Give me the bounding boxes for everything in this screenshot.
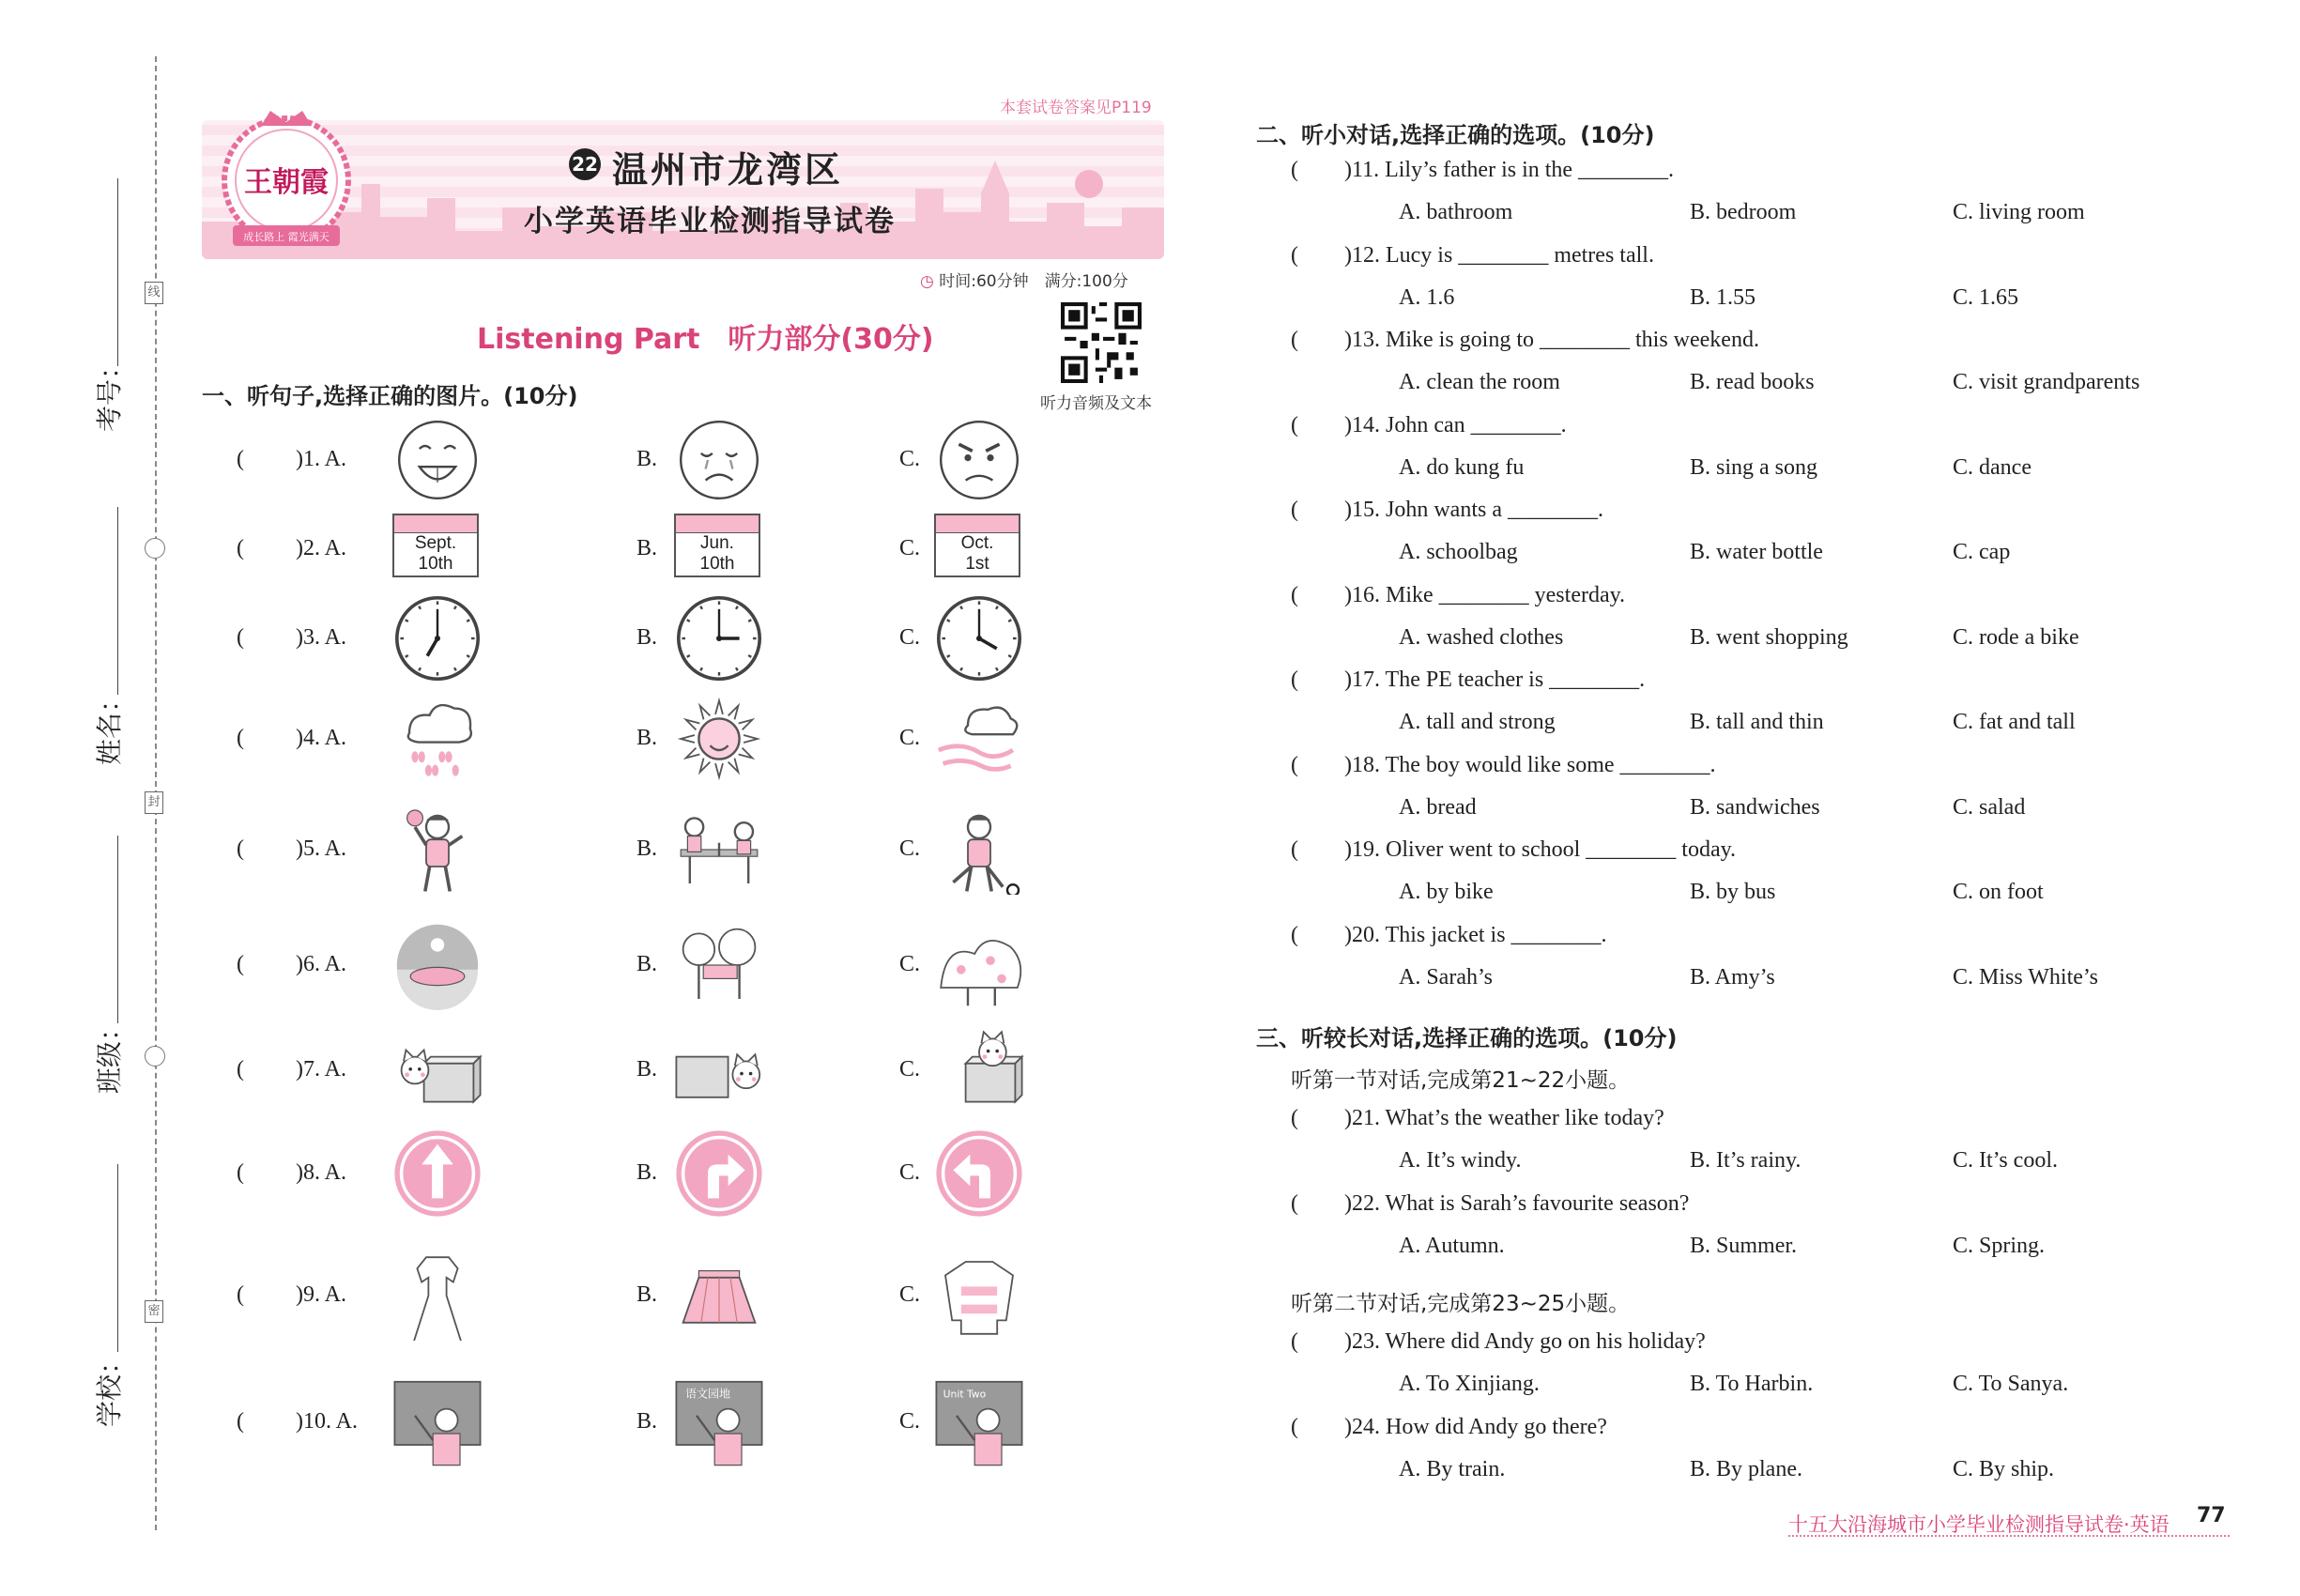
question-text: )21. What’s the weather like today?: [1344, 1106, 1664, 1130]
question-text: )12. Lucy is ________ metres tall.: [1344, 242, 1654, 268]
option-a[interactable]: A. do kung fu: [1399, 454, 1525, 480]
question-text: )23. Where did Andy go on his holiday?: [1344, 1329, 1706, 1354]
listening-part-title: Listening Part 听力部分(30分): [477, 323, 934, 356]
answer-bracket[interactable]: (: [237, 1057, 244, 1082]
option-b-label: B.: [636, 836, 658, 861]
logo-name: 王朝霞: [244, 166, 329, 199]
answer-bracket[interactable]: (: [1291, 242, 1298, 268]
option-b[interactable]: B. It’s rainy.: [1690, 1148, 1802, 1173]
option-c-label: C.: [899, 1409, 921, 1434]
calendar-card[interactable]: [674, 514, 760, 577]
option-b-label: B.: [636, 1057, 658, 1082]
question-number: )1. A.: [296, 447, 346, 471]
option-c[interactable]: C. To Sanya.: [1953, 1372, 2069, 1396]
windy-cloud-icon[interactable]: [934, 694, 1024, 784]
question-text: )24. How did Andy go there?: [1344, 1414, 1607, 1439]
question-text: )13. Mike is going to ________ this weekend.: [1344, 328, 1759, 352]
option-c-label: C.: [899, 1160, 921, 1185]
option-b[interactable]: B. sandwiches: [1690, 794, 1820, 820]
option-c[interactable]: C. Spring.: [1953, 1233, 2046, 1258]
board-label: 语文园地: [685, 1387, 731, 1401]
question-number: )8. A.: [296, 1160, 346, 1185]
option-a[interactable]: A. by bike: [1399, 880, 1494, 904]
sunny-icon[interactable]: [674, 694, 764, 784]
footer-line: [1788, 1535, 2230, 1537]
question-number: )9. A.: [296, 1282, 346, 1307]
question-text: )20. This jacket is ________.: [1344, 922, 1607, 947]
calendar-month: Sept.: [414, 533, 457, 553]
flower-trees-icon[interactable]: [934, 920, 1024, 1010]
option-c[interactable]: C. fat and tall: [1953, 710, 2076, 734]
option-b-label: B.: [636, 726, 658, 750]
option-a[interactable]: A. Sarah’s: [1399, 964, 1493, 990]
option-c[interactable]: C. living room: [1953, 200, 2085, 224]
option-a[interactable]: A. bread: [1399, 794, 1477, 820]
question-number: )6. A.: [296, 952, 346, 976]
option-b[interactable]: B. read books: [1690, 370, 1815, 394]
answer-bracket[interactable]: (: [1291, 752, 1298, 777]
calendar-card[interactable]: [392, 514, 479, 577]
option-c[interactable]: C. cap: [1953, 540, 2011, 564]
turn-left-sign-icon[interactable]: [934, 1128, 1024, 1219]
option-c-label: C.: [899, 625, 921, 650]
section1-heading: 一、听句子,选择正确的图片。(10分): [202, 383, 578, 409]
option-b-label: B.: [636, 536, 658, 560]
answer-bracket[interactable]: (: [237, 1409, 244, 1434]
option-a[interactable]: A. By train.: [1399, 1456, 1506, 1481]
box-beside-cat-icon[interactable]: [674, 1025, 764, 1115]
option-c[interactable]: C. salad: [1953, 794, 2026, 820]
binding-mark-secret: 密: [145, 1300, 163, 1323]
question-number: )3. A.: [296, 625, 346, 650]
name-label: 姓名：: [94, 685, 125, 765]
volleyball-girl-icon[interactable]: [392, 805, 483, 895]
option-b[interactable]: B. 1.55: [1690, 284, 1756, 310]
page-number: 77: [2197, 1504, 2226, 1527]
option-a[interactable]: A. 1.6: [1399, 284, 1455, 310]
calendar-month: Jun.: [700, 533, 734, 553]
exam-number-label: 考号：: [94, 352, 125, 432]
answer-bracket[interactable]: (: [1291, 1106, 1298, 1130]
option-b[interactable]: B. tall and thin: [1690, 710, 1824, 734]
class-line[interactable]: [117, 836, 118, 1023]
answer-bracket[interactable]: (: [1291, 328, 1298, 352]
logo-tagline: 成长路上 霞光满天: [243, 231, 330, 243]
class-label: 班级：: [94, 1014, 125, 1094]
option-c-label: C.: [899, 952, 921, 976]
clock-four-icon[interactable]: [934, 593, 1024, 683]
option-b-label: B.: [636, 447, 658, 471]
cat-in-box-icon[interactable]: [934, 1025, 1024, 1115]
binding-mark-seal: 封: [145, 791, 163, 814]
option-b[interactable]: B. sing a song: [1690, 454, 1818, 480]
question-number: )7. A.: [296, 1057, 346, 1082]
option-a[interactable]: A. To Xinjiang.: [1399, 1372, 1540, 1396]
answer-bracket[interactable]: (: [237, 726, 244, 750]
paper-title: 温州市龙湾区: [612, 149, 844, 191]
option-b[interactable]: B. went shopping: [1690, 624, 1848, 650]
answer-bracket[interactable]: (: [1291, 1190, 1298, 1216]
section2-heading: 二、听小对话,选择正确的选项。(10分): [1256, 122, 1655, 148]
question-text: )15. John wants a ________.: [1344, 498, 1603, 522]
option-c[interactable]: C. It’s cool.: [1953, 1148, 2058, 1173]
option-c-label: C.: [899, 447, 921, 471]
question-text: )18. The boy would like some ________.: [1344, 752, 1716, 777]
question-text: )14. John can ________.: [1344, 412, 1567, 437]
go-straight-sign-icon[interactable]: [392, 1128, 483, 1219]
option-b[interactable]: B. Summer.: [1690, 1233, 1798, 1258]
school-line[interactable]: [117, 1164, 118, 1352]
qr-code-icon[interactable]: [1061, 302, 1142, 383]
answer-bracket[interactable]: (: [1291, 1329, 1298, 1354]
turn-right-sign-icon[interactable]: [674, 1128, 764, 1219]
option-b[interactable]: B. by bus: [1690, 880, 1776, 904]
option-c[interactable]: C. dance: [1953, 454, 2032, 480]
option-c-label: C.: [899, 1057, 921, 1082]
angry-face-icon[interactable]: [934, 415, 1024, 505]
option-a[interactable]: A. washed clothes: [1399, 624, 1564, 650]
happy-face-icon[interactable]: [392, 415, 483, 505]
school-label: 学校：: [94, 1347, 125, 1427]
option-a[interactable]: A. schoolbag: [1399, 540, 1518, 564]
option-b[interactable]: B. Amy’s: [1690, 964, 1775, 990]
option-a[interactable]: A. tall and strong: [1399, 710, 1556, 734]
park-trees-icon[interactable]: [674, 920, 764, 1010]
exam-number-line[interactable]: [117, 178, 118, 366]
question-number: )5. A.: [296, 836, 346, 861]
option-c[interactable]: C. visit grandparents: [1953, 370, 2140, 394]
option-c-label: C.: [899, 836, 921, 861]
paper-number-badge: 22: [569, 148, 601, 180]
football-boy-icon[interactable]: [934, 805, 1024, 895]
option-b[interactable]: B. water bottle: [1690, 540, 1823, 564]
option-c[interactable]: C. 1.65: [1953, 284, 2019, 310]
dress-icon[interactable]: [392, 1251, 483, 1341]
option-b[interactable]: B. bedroom: [1690, 200, 1797, 224]
answer-bracket[interactable]: (: [237, 447, 244, 471]
name-line[interactable]: [117, 507, 118, 695]
option-a[interactable]: A. bathroom: [1399, 200, 1513, 224]
time-score-text: 时间:60分钟 满分:100分: [939, 272, 1128, 291]
answer-bracket[interactable]: (: [1291, 158, 1298, 182]
calendar-day: 1st: [965, 554, 989, 574]
paper-subtitle: 小学英语毕业检测指导试卷: [524, 205, 896, 238]
calendar-day: 10th: [418, 554, 453, 574]
option-c[interactable]: C. Miss White’s: [1953, 964, 2098, 990]
lake-night-icon[interactable]: [392, 920, 483, 1010]
board-label: Unit Two: [943, 1388, 987, 1401]
option-c[interactable]: C. on foot: [1953, 880, 2044, 904]
option-c-label: C.: [899, 536, 921, 560]
answer-bracket[interactable]: (: [1291, 582, 1298, 607]
option-c[interactable]: C. By ship.: [1953, 1456, 2055, 1481]
answer-bracket[interactable]: (: [1291, 837, 1298, 862]
chinese-teacher-icon[interactable]: [674, 1377, 764, 1467]
answer-bracket[interactable]: (: [237, 1160, 244, 1185]
binding-hole: [145, 1046, 165, 1067]
question-text: )16. Mike ________ yesterday.: [1344, 582, 1626, 607]
option-b-label: B.: [636, 952, 658, 976]
answer-bracket[interactable]: (: [237, 536, 244, 560]
option-c-label: C.: [899, 1282, 921, 1307]
answer-bracket[interactable]: (: [237, 952, 244, 976]
answer-note: 本套试卷答案见P119: [1000, 99, 1152, 117]
option-a[interactable]: A. Autumn.: [1399, 1233, 1505, 1258]
answer-bracket[interactable]: (: [1291, 1414, 1298, 1439]
footer-series: 十五大沿海城市小学毕业检测指导试卷·英语: [1788, 1513, 2170, 1536]
clock-icon: ◷: [920, 272, 934, 291]
section3-part2-intro: 听第二节对话,完成第23~25小题。: [1291, 1292, 1631, 1316]
sad-face-icon[interactable]: [674, 415, 764, 505]
english-teacher-icon[interactable]: [934, 1377, 1024, 1467]
section3-heading: 三、听较长对话,选择正确的选项。(10分): [1256, 1025, 1678, 1051]
math-teacher-icon[interactable]: [392, 1377, 483, 1467]
answer-bracket[interactable]: (: [1291, 498, 1298, 522]
skirt-icon[interactable]: [674, 1251, 764, 1341]
option-a[interactable]: A. It’s windy.: [1399, 1148, 1522, 1173]
sweater-icon[interactable]: [934, 1251, 1024, 1341]
ping-pong-boys-icon[interactable]: [674, 805, 764, 895]
time-score-info: [920, 268, 1128, 291]
binding-mark-line: 线: [145, 282, 163, 304]
option-b[interactable]: B. By plane.: [1690, 1456, 1802, 1481]
option-b-label: B.: [636, 1160, 658, 1185]
option-b-label: B.: [636, 1282, 658, 1307]
option-b-label: B.: [636, 625, 658, 650]
answer-bracket[interactable]: (: [1291, 922, 1298, 947]
rainy-cloud-icon[interactable]: [392, 694, 483, 784]
question-number: )4. A.: [296, 726, 346, 750]
clock-seven-icon[interactable]: [392, 593, 483, 683]
answer-bracket[interactable]: (: [237, 836, 244, 861]
calendar-card[interactable]: [934, 514, 1020, 577]
clock-three-icon[interactable]: [674, 593, 764, 683]
answer-bracket[interactable]: (: [237, 625, 244, 650]
question-text: )11. Lily’s father is in the ________.: [1344, 158, 1675, 182]
option-b-label: B.: [636, 1409, 658, 1434]
option-c[interactable]: C. rode a bike: [1953, 624, 2079, 650]
calendar-month: Oct.: [960, 533, 994, 553]
option-b[interactable]: B. To Harbin.: [1690, 1372, 1814, 1396]
cat-beside-box-icon[interactable]: [392, 1025, 483, 1115]
binding-hole: [145, 538, 165, 559]
option-a[interactable]: A. clean the room: [1399, 370, 1560, 394]
section3-part1-intro: 听第一节对话,完成第21~22小题。: [1291, 1068, 1631, 1093]
question-text: )17. The PE teacher is ________.: [1344, 668, 1646, 692]
calendar-day: 10th: [699, 554, 735, 574]
question-number: )10. A.: [296, 1409, 358, 1434]
question-number: )2. A.: [296, 536, 346, 560]
qr-label: 听力音频及文本: [1040, 394, 1152, 413]
question-text: )22. What is Sarah’s favourite season?: [1344, 1190, 1690, 1216]
answer-bracket[interactable]: (: [237, 1282, 244, 1307]
question-text: )19. Oliver went to school ________ today.: [1344, 837, 1737, 862]
brand-logo-icon: [216, 105, 357, 265]
answer-bracket[interactable]: (: [1291, 412, 1298, 437]
answer-bracket[interactable]: (: [1291, 668, 1298, 692]
option-c-label: C.: [899, 726, 921, 750]
